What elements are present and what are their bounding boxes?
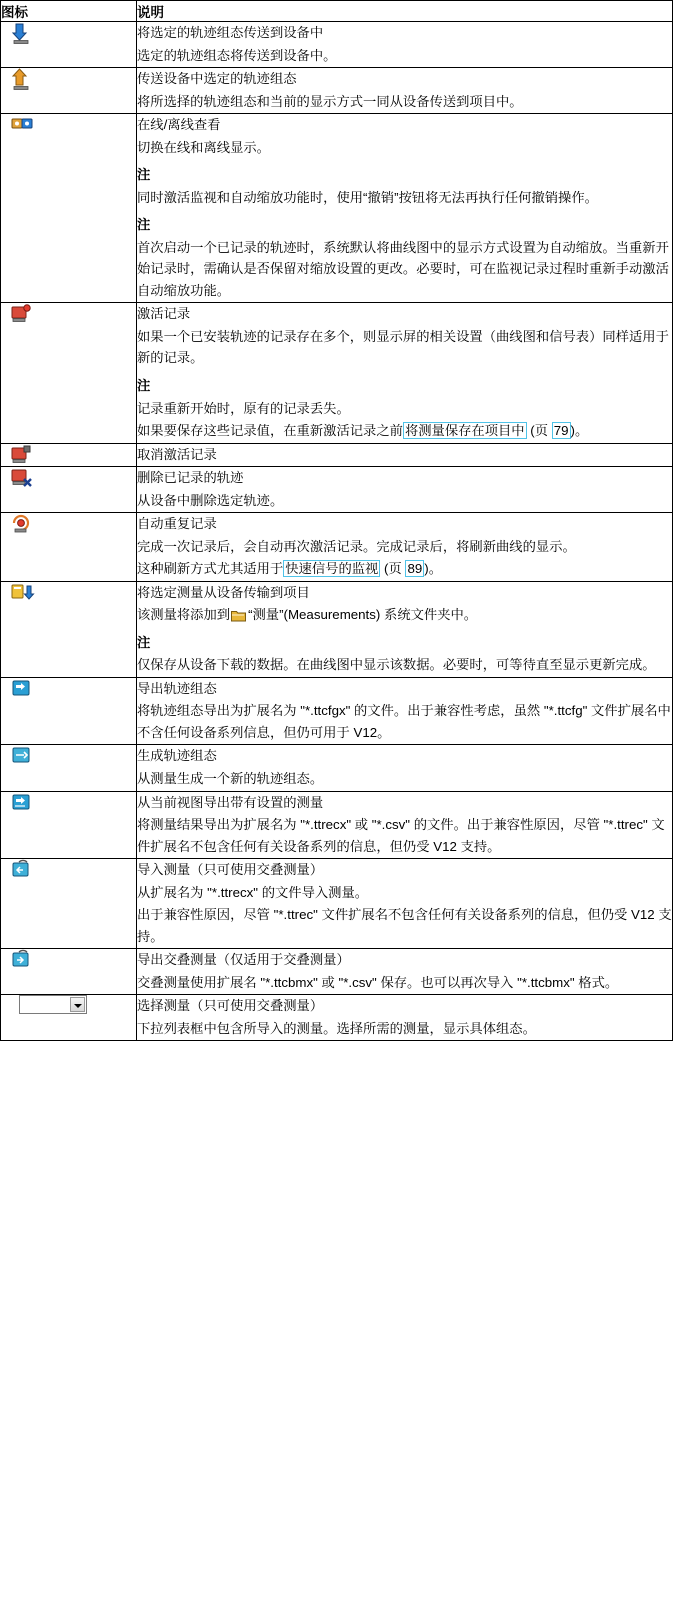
cross-reference-line xyxy=(137,558,672,580)
description-cell xyxy=(137,114,673,303)
row-title: 传送设备中选定的轨迹组态 xyxy=(137,71,297,87)
cross-reference-page-number[interactable]: 79 xyxy=(553,423,569,439)
row-text: 将所选择的轨迹组态和当前的显示方式一同从设备传送到项目中。 xyxy=(137,93,523,109)
description-cell xyxy=(137,859,673,949)
row-text: 完成一次记录后，会自动再次激活记录。完成记录后，将刷新曲线的显示。 xyxy=(137,538,576,554)
table-row xyxy=(1,995,673,1041)
cross-reference-tail: )。 xyxy=(424,561,442,577)
deactivate-recording-icon xyxy=(1,444,136,464)
cross-reference-page-prefix: (页 xyxy=(380,561,406,577)
row-text-suffix: “测量”(Measurements) 系统文件夹中。 xyxy=(248,607,478,623)
icon-cell xyxy=(1,303,137,443)
description-cell xyxy=(137,791,673,859)
note-text: 记录重新开始时，原有的记录丢失。 xyxy=(137,400,350,416)
table-header-row xyxy=(1,1,673,22)
icon-cell xyxy=(1,443,137,467)
icon-cell xyxy=(1,581,137,677)
table-row xyxy=(1,859,673,949)
row-title: 自动重复记录 xyxy=(137,516,217,532)
table-row xyxy=(1,68,673,114)
measurement-folder-icon xyxy=(231,609,246,622)
row-title: 将选定的轨迹组态传送到设备中 xyxy=(137,25,324,40)
table-row xyxy=(1,677,673,745)
note-heading: 注 xyxy=(137,634,151,650)
import-measurement-icon xyxy=(1,859,136,879)
description-cell xyxy=(137,467,673,513)
transfer-from-device-icon xyxy=(1,68,136,90)
transfer-measurement-to-project-icon xyxy=(1,582,136,602)
row-text: 将轨迹组态导出为扩展名为 "*.ttcfgx" 的文件。出于兼容性考虑，虽然 "*.ttcfg" 文件扩展名中不含任何设备系列信息，但仍可用于 V12。 xyxy=(137,703,671,740)
row-title: 将选定测量从设备传输到项目 xyxy=(137,584,310,600)
row-title: 删除已记录的轨迹 xyxy=(137,470,244,486)
description-cell xyxy=(137,949,673,995)
row-text: 下拉列表框中包含所导入的测量。选择所需的测量，显示具体组态。 xyxy=(137,1020,536,1036)
table-row xyxy=(1,581,673,677)
icon-cell xyxy=(1,859,137,949)
table-row xyxy=(1,791,673,859)
row-text-with-icon xyxy=(137,604,672,626)
cross-reference-page-number[interactable]: 89 xyxy=(407,561,423,577)
row-text: 从设备中删除选定轨迹。 xyxy=(137,492,284,508)
cross-reference-line xyxy=(137,420,672,442)
table-row xyxy=(1,22,673,68)
description-cell xyxy=(137,513,673,582)
column-header-icon: 图标 xyxy=(1,1,137,22)
table-row xyxy=(1,443,673,467)
row-text-prefix: 该测量将添加到 xyxy=(137,607,231,623)
row-title: 生成轨迹组态 xyxy=(137,748,217,764)
column-header-description: 说明 xyxy=(137,1,673,22)
chevron-down-icon[interactable] xyxy=(70,997,85,1012)
row-text: 如果一个已安装轨迹的记录存在多个，则显示屏的相关设置（曲线图和信号表）同样适用于新的记录。 xyxy=(137,328,669,366)
row-title: 在线/离线查看 xyxy=(137,117,221,133)
note-text: 首次启动一个已记录的轨迹时，系统默认将曲线图中的显示方式设置为自动缩放。当重新开始记录时，需确认是否保留对缩放设置的更改。必要时，可在监视记录过程时重新手动激活自动缩放功能。 xyxy=(137,239,669,298)
note-heading: 注 xyxy=(137,167,151,183)
description-cell xyxy=(137,677,673,745)
cross-reference-prefix: 这种刷新方式尤其适用于 xyxy=(137,561,284,577)
note-text: 同时激活监视和自动缩放功能时，使用“撤销”按钮将无法再执行任何撤销操作。 xyxy=(137,189,598,205)
activate-recording-icon xyxy=(1,303,136,323)
table-row xyxy=(1,303,673,443)
description-cell xyxy=(137,995,673,1041)
online-offline-view-icon xyxy=(1,114,136,134)
row-text: 将测量结果导出为扩展名为 "*.ttrecx" 或 "*.csv" 的文件。出于兼容性原因，尽管 "*.ttrec" 文件扩展名不包含任何有关设备系列的信息，但仍受 V12 支持。 xyxy=(137,817,665,854)
table-row xyxy=(1,513,673,582)
table-row xyxy=(1,949,673,995)
table-row xyxy=(1,467,673,513)
icon-cell xyxy=(1,22,137,68)
row-title: 激活记录 xyxy=(137,306,191,322)
export-measurement-with-settings-icon xyxy=(1,792,136,812)
row-title: 导出交叠测量（仅适用于交叠测量） xyxy=(137,952,350,968)
icon-cell xyxy=(1,949,137,995)
cross-reference-tail: )。 xyxy=(570,423,589,439)
icon-cell xyxy=(1,114,137,303)
row-text: 选定的轨迹组态将传送到设备中。 xyxy=(137,47,337,63)
row-text: 从扩展名为 "*.ttrecx" 的文件导入测量。 xyxy=(137,884,369,900)
cross-reference-page-prefix: (页 xyxy=(526,423,552,439)
description-cell xyxy=(137,22,673,68)
icon-cell xyxy=(1,791,137,859)
note-text: 仅保存从设备下载的数据。在曲线图中显示该数据。必要时，可等待直至显示更新完成。 xyxy=(137,657,656,673)
table-row xyxy=(1,745,673,791)
description-cell xyxy=(137,443,673,467)
auto-repeat-recording-icon xyxy=(1,513,136,533)
icon-cell xyxy=(1,68,137,114)
icon-cell xyxy=(1,995,137,1041)
export-trace-config-icon xyxy=(1,678,136,698)
export-overlay-measurement-icon xyxy=(1,949,136,969)
description-cell xyxy=(137,581,673,677)
row-title: 从当前视图导出带有设置的测量 xyxy=(137,794,324,810)
transfer-to-device-icon xyxy=(1,22,136,44)
select-measurement-dropdown[interactable] xyxy=(1,995,136,1014)
row-title: 导入测量（只可使用交叠测量） xyxy=(137,862,324,878)
generate-trace-config-icon xyxy=(1,745,136,765)
cross-reference-prefix: 如果要保存这些记录值，在重新激活记录之前 xyxy=(137,423,403,439)
icon-cell xyxy=(1,677,137,745)
row-title: 取消激活记录 xyxy=(137,446,217,462)
note-heading: 注 xyxy=(137,217,151,233)
icon-cell xyxy=(1,745,137,791)
row-text: 从测量生成一个新的轨迹组态。 xyxy=(137,771,324,786)
row-text: 出于兼容性原因，尽管 "*.ttrec" 文件扩展名不包含任何有关设备系列的信息，但仍受 V12 支持。 xyxy=(137,907,672,944)
row-title: 导出轨迹组态 xyxy=(137,680,217,696)
description-cell xyxy=(137,303,673,443)
icon-cell xyxy=(1,513,137,582)
note-heading: 注 xyxy=(137,377,151,393)
description-cell xyxy=(137,745,673,791)
cross-reference-link[interactable]: 将测量保存在项目中 xyxy=(404,423,525,439)
row-text: 交叠测量使用扩展名 "*.ttcbmx" 或 "*.csv" 保存。也可以再次导入 "*.ttcbmx" 格式。 xyxy=(137,974,619,990)
row-title: 选择测量（只可使用交叠测量） xyxy=(137,998,324,1014)
description-cell xyxy=(137,68,673,114)
row-text: 切换在线和离线显示。 xyxy=(137,139,270,155)
measurement-select[interactable] xyxy=(19,995,87,1014)
delete-recorded-trace-icon xyxy=(1,467,136,487)
table-row xyxy=(1,114,673,303)
icon-cell xyxy=(1,467,137,513)
cross-reference-link[interactable]: 快速信号的监视 xyxy=(285,561,379,577)
